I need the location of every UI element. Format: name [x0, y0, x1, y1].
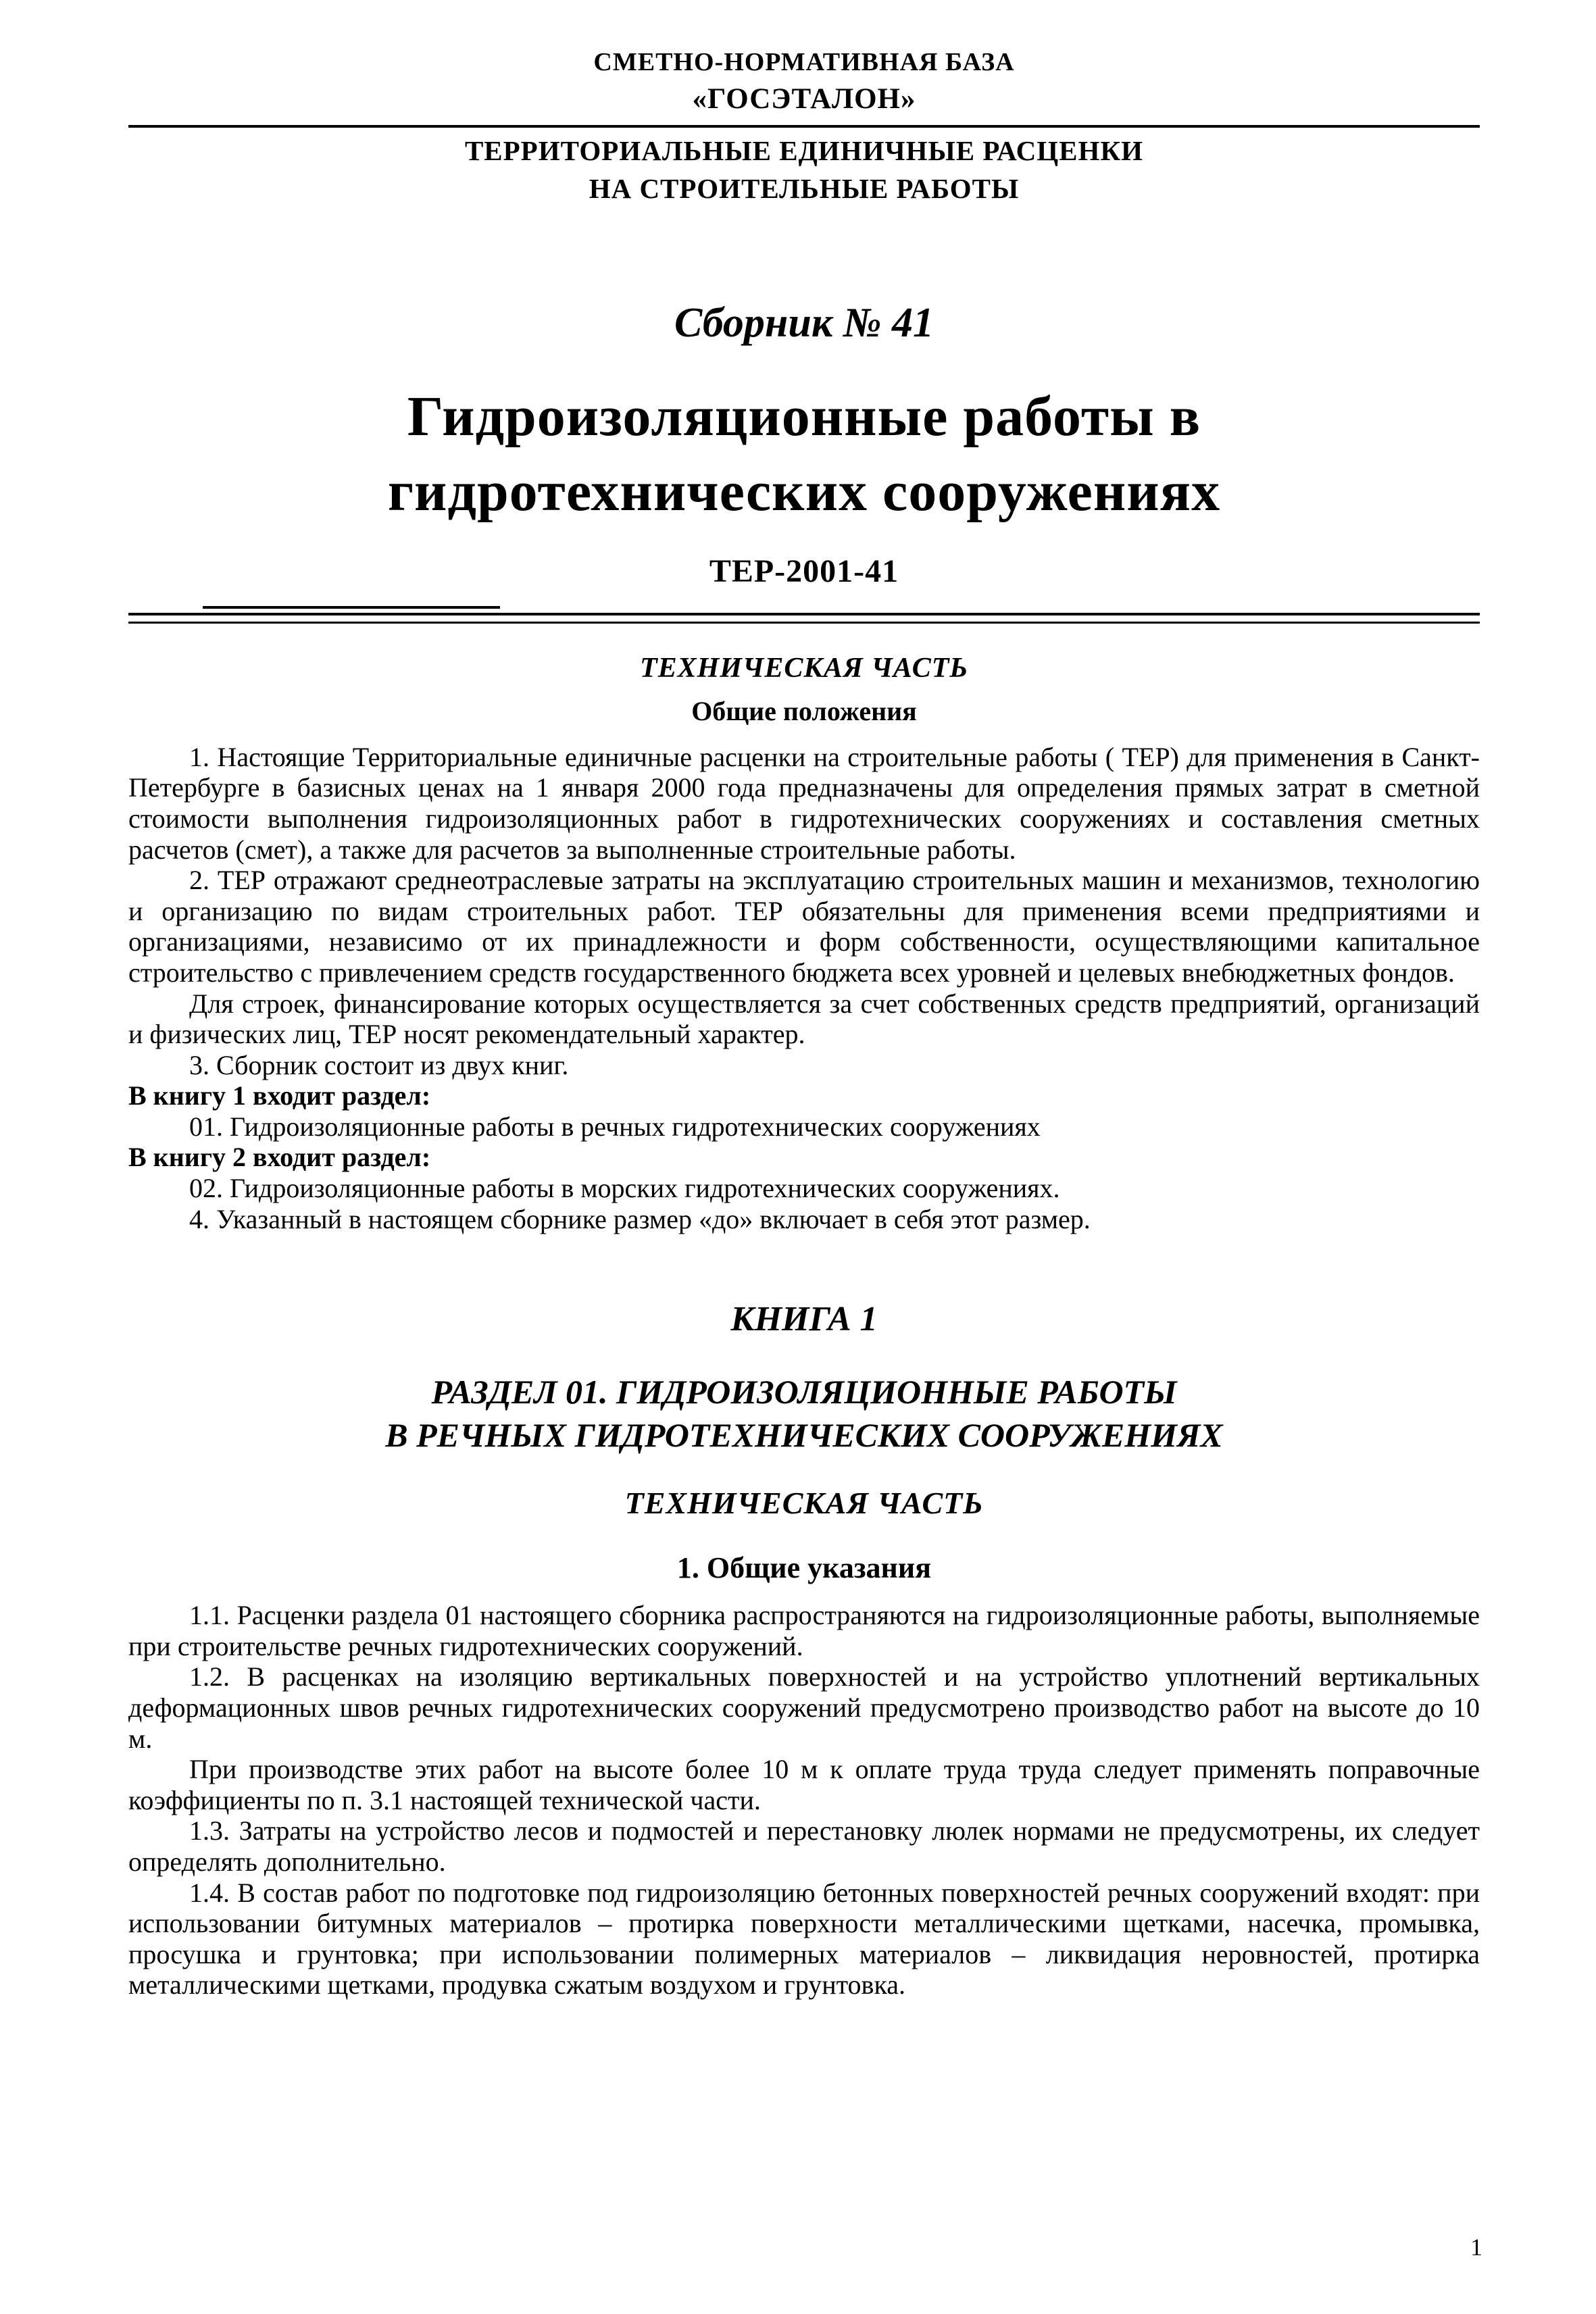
- section01-technical-part-heading: ТЕХНИЧЕСКАЯ ЧАСТЬ: [624, 1486, 984, 1521]
- book1-section-item: 01. Гидроизоляционные работы в речных гидротехнических сооружениях: [189, 1111, 1041, 1142]
- paragraph: 1.2. В расценках на изоляцию вертикальных поверхностей и на устройство уплотнений вертикальных деформационных швов речных гидротехнических сооружений предусмотрено производство работ на высоте до 10 м.: [128, 1661, 1480, 1754]
- book1-heading: КНИГА 1: [730, 1300, 878, 1339]
- document-main-title: [128, 380, 1480, 530]
- code-underline-fragment: [203, 606, 500, 609]
- paragraph: 1.3. Затраты на устройство лесов и подмостей и перестановку люлек нормами не предусмотрены, их следует определять дополнительно.: [128, 1815, 1480, 1877]
- territorial-rates-title-line2: НА СТРОИТЕЛЬНЫЕ РАБОТЫ: [589, 173, 1020, 204]
- paragraph: Для строек, финансирование которых осуществляется за счет собственных средств предприятий, организаций и физических лиц, ТЕР носят рекомендательный характер.: [128, 988, 1480, 1050]
- normative-base-title: СМЕТНО-НОРМАТИВНАЯ БАЗА: [593, 48, 1015, 76]
- section01-heading-line1: РАЗДЕЛ 01. ГИДРОИЗОЛЯЦИОННЫЕ РАБОТЫ: [431, 1373, 1177, 1411]
- general-instructions-heading: 1. Общие указания: [676, 1551, 932, 1585]
- gosetalon-title: «ГОСЭТАЛОН»: [692, 83, 916, 115]
- book2-section-item: 02. Гидроизоляционные работы в морских гидротехнических сооружениях.: [189, 1173, 1060, 1204]
- paragraph: 1.4. В состав работ по подготовке под гидроизоляцию бетонных поверхностей речных сооружений входят: при использовании битумных материалов – протирка поверхности металлическими щетками, насечка, промывка, просушка и грунтовка; при использовании полимерных материалов – ликвидация неровностей, протирка металлическими щетками, продувка сжатым воздухом и грунтовка.: [128, 1877, 1480, 2001]
- paragraph: При производстве этих работ на высоте более 10 м к оплате труда труда следует применять поправочные коэффициенты по п. 3.1 настоящей технической части.: [128, 1754, 1480, 1815]
- general-instructions-body: [128, 1600, 1480, 2001]
- general-provisions-heading: Общие положения: [691, 695, 917, 726]
- book1-contents-label: В книгу 1 входит раздел:: [128, 1080, 431, 1111]
- page-number: 1: [1470, 2234, 1482, 2261]
- document-code: ТЕР-2001-41: [709, 553, 899, 589]
- title-divider-rule-bottom: [128, 622, 1480, 624]
- collection-number-title: Сборник № 41: [674, 300, 934, 346]
- book2-contents-label: В книгу 2 входит раздел:: [128, 1142, 431, 1173]
- paragraph: 4. Указанный в настоящем сборнике размер «до» включает в себя этот размер.: [189, 1203, 1091, 1234]
- paragraph: 1. Настоящие Территориальные единичные расценки на строительные работы ( ТЕР) для применения в Санкт-Петербурге в базисных ценах на 1 января 2000 года предназначены для определения прямых затрат в сметной стоимости выполнения гидроизоляционных работ в гидротехнических сооружениях и составления сметных расчетов (смет), а также для расчетов за выполненные строительные работы.: [128, 741, 1480, 865]
- title-divider-rule-top: [128, 613, 1480, 615]
- main-title-line2: гидротехнических сооружениях: [387, 459, 1221, 523]
- header-divider-rule: [128, 125, 1480, 128]
- paragraph: 2. ТЕР отражают среднеотраслевые затраты на эксплуатацию строительных машин и механизмов, технологию и организацию по видам строительных работ. ТЕР обязательны для применения всеми предприятиями и организациями, независимо от их принадлежности и форм собственности, осуществляющими капитальное строительство с привлечением средств государственного бюджета всех уровней и целевых внебюджетных фондов.: [128, 865, 1480, 988]
- general-provisions-body: [128, 742, 1480, 1235]
- paragraph: 3. Сборник состоит из двух книг.: [189, 1049, 569, 1080]
- technical-part-heading: ТЕХНИЧЕСКАЯ ЧАСТЬ: [639, 652, 969, 684]
- section01-heading-line2: В РЕЧНЫХ ГИДРОТЕХНИЧЕСКИХ СООРУЖЕНИЯХ: [385, 1416, 1223, 1455]
- main-title-line1: Гидроизоляционные работы в: [407, 385, 1201, 448]
- territorial-rates-title-line1: ТЕРРИТОРИАЛЬНЫЕ ЕДИНИЧНЫЕ РАСЦЕНКИ: [464, 135, 1144, 166]
- section01-heading: [128, 1370, 1480, 1457]
- paragraph: 1.1. Расценки раздела 01 настоящего сборника распространяются на гидроизоляционные работы, выполняемые при строительстве речных гидротехнических сооружений.: [128, 1600, 1480, 1661]
